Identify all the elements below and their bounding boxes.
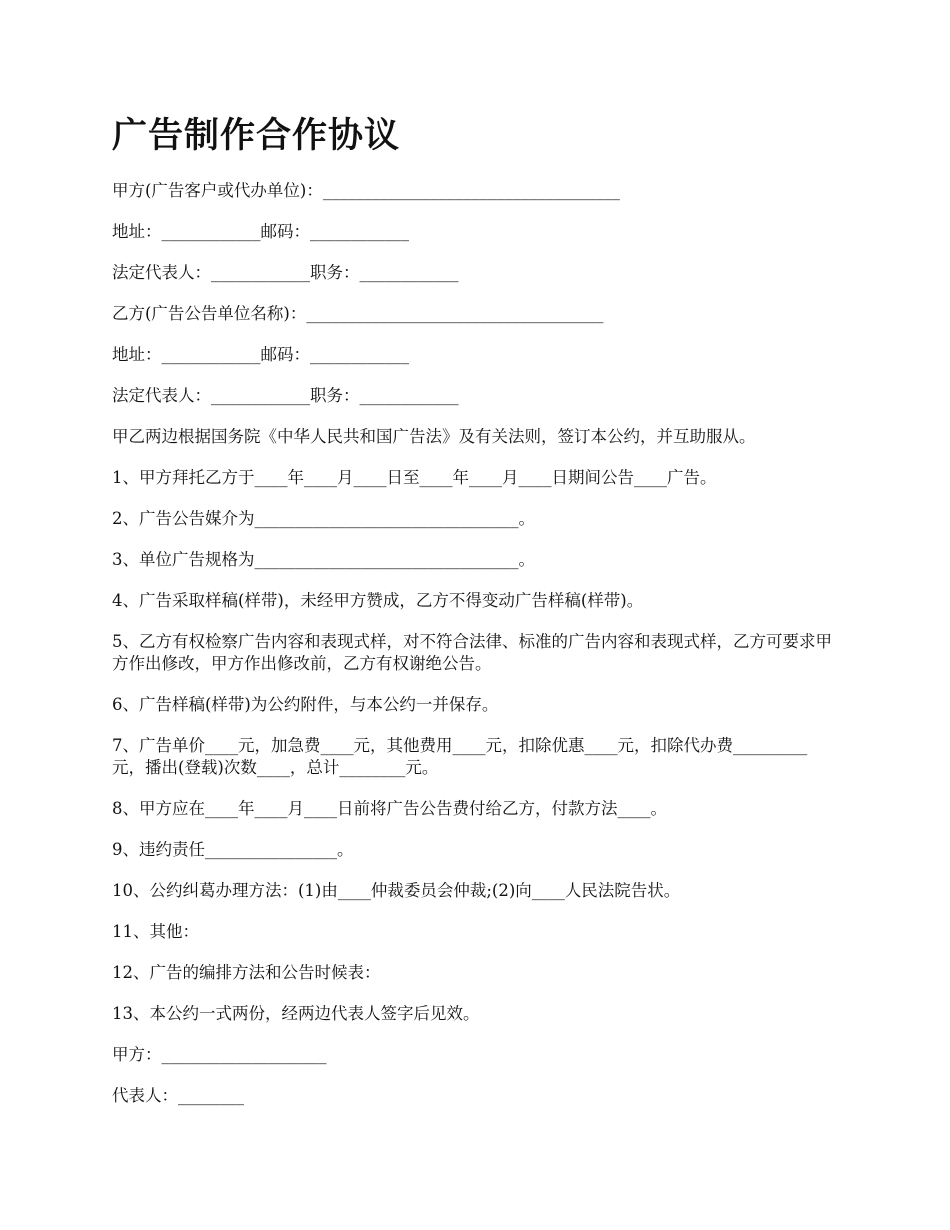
clause-8: 8、甲方应在____年____月____日前将广告公告费付给乙方，付款方法____。: [112, 799, 667, 818]
clause-4: 4、广告采取样稿(样带)，未经甲方赞成，乙方不得变动广告样稿(样带)。: [112, 591, 644, 610]
clause-10: 10、公约纠葛办理方法：(1)由____仲裁委员会仲裁;(2)向____人民法院告状。: [112, 881, 681, 900]
preamble-paragraph: 甲乙两边根据国务院《中华人民共和国广告法》及有关法则，签订本公约，并互助服从。: [112, 427, 756, 446]
signature-party-a: 甲方：____________________: [112, 1045, 327, 1064]
party-b-address-line: 地址：____________邮码：____________: [112, 345, 409, 364]
document-body: [112, 180, 840, 1126]
clause-3: 3、单位广告规格为________________________________。: [112, 550, 535, 569]
party-a-name-line: 甲方(广告客户或代办单位)：____________________________________: [112, 181, 620, 200]
clause-6: 6、广告样稿(样带)为公约附件，与本公约一并保存。: [112, 695, 499, 714]
clause-7: 7、广告单价____元，加急费____元，其他费用____元，扣除优惠____元，扣除代办费_________元，播出(登载)次数____，总计________元。: [112, 736, 808, 777]
clause-9: 9、违约责任________________。: [112, 840, 354, 859]
document-title: 广告制作合作协议: [112, 116, 401, 156]
party-a-address-line: 地址：____________邮码：____________: [112, 222, 409, 241]
clause-2: 2、广告公告媒介为________________________________。: [112, 509, 535, 528]
clause-1: 1、甲方拜托乙方于____年____月____日至____年____月____日期间公告____广告。: [112, 468, 717, 487]
party-b-representative-line: 法定代表人：____________职务：____________: [112, 386, 459, 405]
party-a-representative-line: 法定代表人：____________职务：____________: [112, 263, 459, 282]
clause-11: 11、其他：: [112, 922, 199, 941]
clause-5: 5、乙方有权检察广告内容和表现式样，对不符合法律、标准的广告内容和表现式样，乙方可要求甲方作出修改，甲方作出修改前，乙方有权谢绝公告。: [112, 632, 832, 673]
signature-representative: 代表人：________: [112, 1086, 244, 1105]
clause-12: 12、广告的编排方法和公告时候表：: [112, 963, 381, 982]
party-b-name-line: 乙方(广告公告单位名称)：____________________________________: [112, 304, 604, 323]
clause-13: 13、本公约一式两份，经两边代表人签字后见效。: [112, 1004, 480, 1023]
